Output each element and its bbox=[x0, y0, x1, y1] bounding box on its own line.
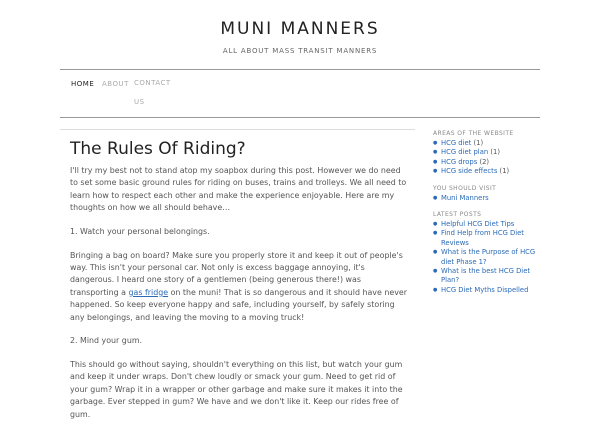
post-heading-belongings: 1. Watch your personal belongings. bbox=[70, 226, 210, 236]
post-text-after-link: on the muni! That is so dangerous and it should have never happened. So keep everyone happy and safe, including yourself, by safely storing any belongings, and leaving the moving to a moving truck! bbox=[70, 287, 407, 322]
nav-item-home[interactable]: HOME bbox=[71, 80, 95, 88]
gas-fridge-link[interactable]: gas fridge bbox=[128, 287, 169, 297]
content-divider bbox=[60, 129, 415, 130]
nav-top-divider bbox=[60, 69, 540, 70]
bullet-icon: ● bbox=[433, 140, 438, 146]
category-item bbox=[433, 167, 543, 176]
category-count: (1) bbox=[473, 139, 484, 147]
site-title[interactable]: MUNI MANNERS bbox=[220, 19, 380, 39]
widget-title: LATEST POSTS bbox=[433, 211, 482, 219]
category-link-hcg-drops[interactable]: HCG drops bbox=[441, 157, 478, 166]
bullet-icon: ● bbox=[433, 268, 438, 275]
widget-latest-posts bbox=[433, 211, 543, 295]
category-link-hcg-diet-plan[interactable]: HCG diet plan bbox=[441, 148, 489, 157]
widget-title: AREAS OF THE WEBSITE bbox=[433, 130, 514, 137]
category-item bbox=[433, 148, 543, 157]
bullet-icon: ● bbox=[433, 221, 438, 228]
blogroll-link-muni-manners[interactable]: Muni Manners bbox=[441, 193, 489, 202]
latest-post-link[interactable]: Helpful HCG Diet Tips bbox=[441, 220, 515, 229]
latest-post-link[interactable]: What is the Purpose of HCG diet Phase 1? bbox=[441, 248, 536, 266]
bullet-icon: ● bbox=[433, 168, 438, 175]
bullet-icon: ● bbox=[433, 230, 438, 237]
latest-post-item bbox=[433, 248, 543, 267]
post-paragraph-gum: This should go without saying, shouldn't everything on this list, but watch your gum and keep it under wraps. Don't chew loudly or smack your gum. Need to get rid of your gum? Wrap it in a wrapper or other garbage and make sure it makes it into the garbage. Ever stepped in gum? We have and we don't like it. Keep our rides free of gum. bbox=[70, 360, 403, 419]
widget-areas-of-website bbox=[433, 130, 543, 177]
latest-post-item bbox=[433, 286, 543, 295]
nav-item-about[interactable]: ABOUT bbox=[102, 80, 129, 88]
bullet-icon: ● bbox=[433, 286, 438, 293]
bullet-icon: ● bbox=[433, 158, 438, 165]
latest-post-link[interactable]: What is the best HCG Diet Plan? bbox=[441, 267, 531, 285]
bullet-icon: ● bbox=[433, 149, 438, 156]
latest-post-item bbox=[433, 267, 543, 286]
blogroll-item bbox=[433, 194, 543, 203]
site-description: ALL ABOUT MASS TRANSIT MANNERS bbox=[222, 47, 378, 55]
post-heading-gum: 2. Mind your gum. bbox=[70, 336, 143, 346]
latest-post-link[interactable]: Find Help from HCG Diet Reviews bbox=[441, 229, 524, 247]
category-item bbox=[433, 158, 543, 167]
nav-bottom-divider bbox=[60, 117, 540, 118]
post-paragraph-belongings bbox=[70, 250, 410, 324]
category-item bbox=[433, 139, 543, 148]
latest-post-link[interactable]: HCG Diet Myths Dispelled bbox=[441, 285, 529, 294]
latest-post-item bbox=[433, 220, 543, 229]
post-body bbox=[70, 165, 410, 432]
post-paragraph-intro: I'll try my best not to stand atop my soapbox during this post. However we do need to set some basic ground rules for riding on buses, trains and trolleys. We all need to learn how to respect each other and make the experience enjoyable. Here are my thoughts on how we all should behave… bbox=[70, 166, 407, 213]
category-count: (1) bbox=[499, 167, 510, 176]
category-count: (2) bbox=[479, 157, 490, 166]
bullet-icon: ● bbox=[433, 249, 438, 256]
category-count: (1) bbox=[490, 148, 500, 157]
bullet-icon: ● bbox=[433, 194, 438, 201]
post-title[interactable]: The Rules Of Riding? bbox=[70, 139, 246, 159]
post-text-before-link: Bringing a bag on board? Make sure you properly store it and keep it out of people's way. This isn't your personal car. Not only is excess baggage annoying, it's dangerous. I heard one story of a gentlemen (being generous there!) was transporting a bbox=[70, 250, 403, 297]
sidebar bbox=[433, 130, 543, 303]
widget-you-should-visit bbox=[433, 185, 543, 203]
widget-title: YOU SHOULD VISIT bbox=[433, 184, 497, 192]
category-link-hcg-side-effects[interactable]: HCG side effects bbox=[441, 167, 498, 176]
category-link-hcg-diet[interactable]: HCG diet bbox=[441, 139, 472, 147]
latest-post-item bbox=[433, 229, 543, 248]
nav-item-contact-us[interactable]: CONTACT US bbox=[134, 79, 171, 106]
